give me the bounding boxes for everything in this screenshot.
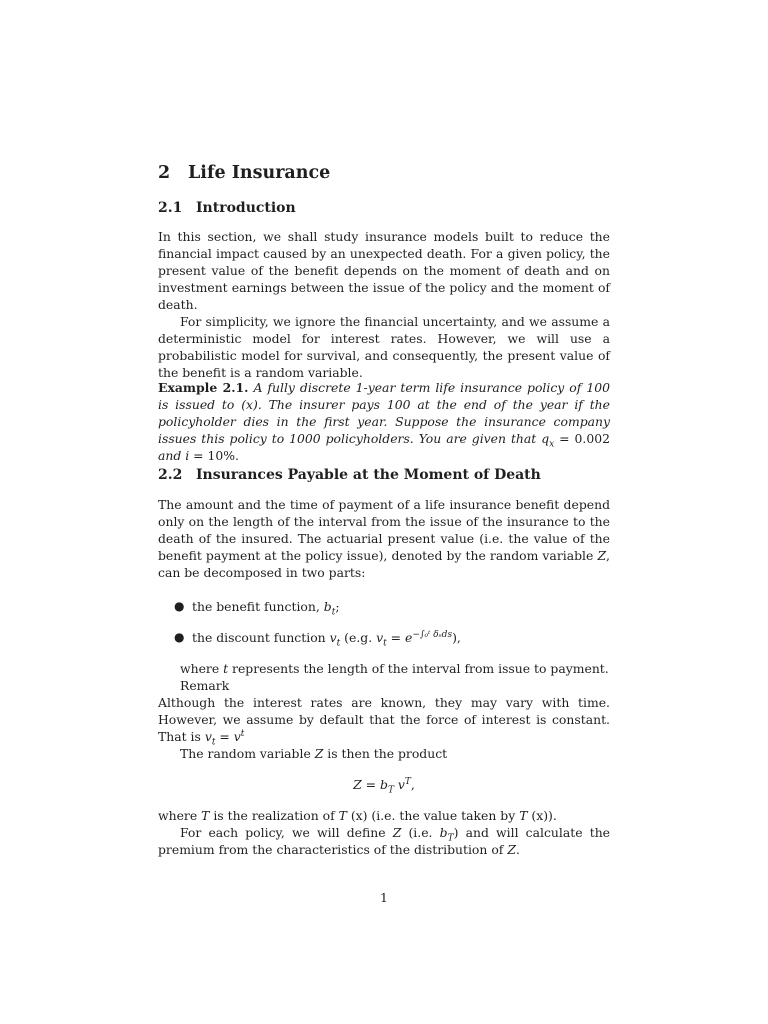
- example-block: [158, 379, 610, 464]
- subsection-heading-payable: [158, 467, 541, 483]
- example-text: A fully discrete 1-year term life insurance policy of 100 is issued to (x). The insurer pays 100 at the end of the year if the policyholder dies in the first year. Suppose the insurance company issues this policy to 1000 policyholders. You are given that: [158, 380, 610, 446]
- intro-paragraph-1: In this section, we shall study insurance models built to reduce the financial impact caused by an unexpected death. For a given policy, the present value of the benefit depends on the moment of death and on investment earnings between the issue of the policy and the moment of death.: [158, 229, 610, 312]
- example-2-1: [158, 379, 610, 464]
- realization-line: where T is the realization of T (x) (i.e. the value taken by T (x)).: [158, 808, 557, 823]
- bullet-list: [158, 598, 610, 649]
- subsection-title: Insurances Payable at the Moment of Death: [196, 467, 541, 483]
- bullet-icon: ●: [174, 630, 185, 644]
- subsection-heading-introduction: [158, 200, 296, 216]
- product-line: The random variable Z is then the product: [180, 746, 448, 761]
- display-equation: $Z = b_T$ $v^T$,: [353, 776, 415, 796]
- subsection-number: 2.1: [158, 200, 183, 216]
- intro-paragraph-2: For simplicity, we ignore the financial uncertainty, and we assume a deterministic model for interest rates. However, we will use a probabilistic model for survival, and consequently, the present value of the benefit is a random variable.: [158, 314, 610, 380]
- i-symbol: i: [185, 448, 190, 463]
- where-line: where t represents the length of the interval from issue to payment.: [180, 661, 609, 676]
- i-value: = 10%.: [189, 448, 239, 463]
- section-heading: [158, 163, 330, 183]
- section-title: Life Insurance: [188, 163, 331, 183]
- bullet-icon: ●: [174, 599, 185, 613]
- page-number: 1: [380, 890, 388, 905]
- section-number: 2: [158, 163, 171, 183]
- qx-symbol: $q_x$: [541, 431, 555, 450]
- payable-body: [158, 496, 610, 858]
- payable-paragraph-1: The amount and the time of payment of a life insurance benefit depend only on the length of the interval from the issue of the insurance to the death of the insured. The actuarial present value (i.e. the value of the benefit payment at the policy issue), denoted by the random variable Z, can be decomposed in two parts:: [158, 497, 610, 580]
- remark-label: Remark: [180, 678, 230, 693]
- qx-value: = 0.002: [554, 431, 610, 446]
- and-word: and: [158, 448, 182, 463]
- example-label: Example 2.1.: [158, 380, 249, 395]
- remark-text: Although the interest rates are known, they may vary with time. However, we assume by default that the force of interest is constant. That is $v_t = v^t$: [158, 695, 610, 748]
- subsection-number: 2.2: [158, 467, 183, 483]
- introduction-body: [158, 228, 610, 381]
- list-item-benefit: ● the benefit function, $b_t$;: [174, 599, 340, 618]
- list-item-discount: ● the discount function $v_t$ (e.g. $v_t = e^{-\int_0ᵗ \delta_sds}$),: [174, 629, 461, 649]
- subsection-title: Introduction: [196, 200, 296, 216]
- policy-line: For each policy, we will define Z (i.e. $b_T$) and will calculate the premium from the characteristics of the distribution of Z.: [158, 825, 611, 857]
